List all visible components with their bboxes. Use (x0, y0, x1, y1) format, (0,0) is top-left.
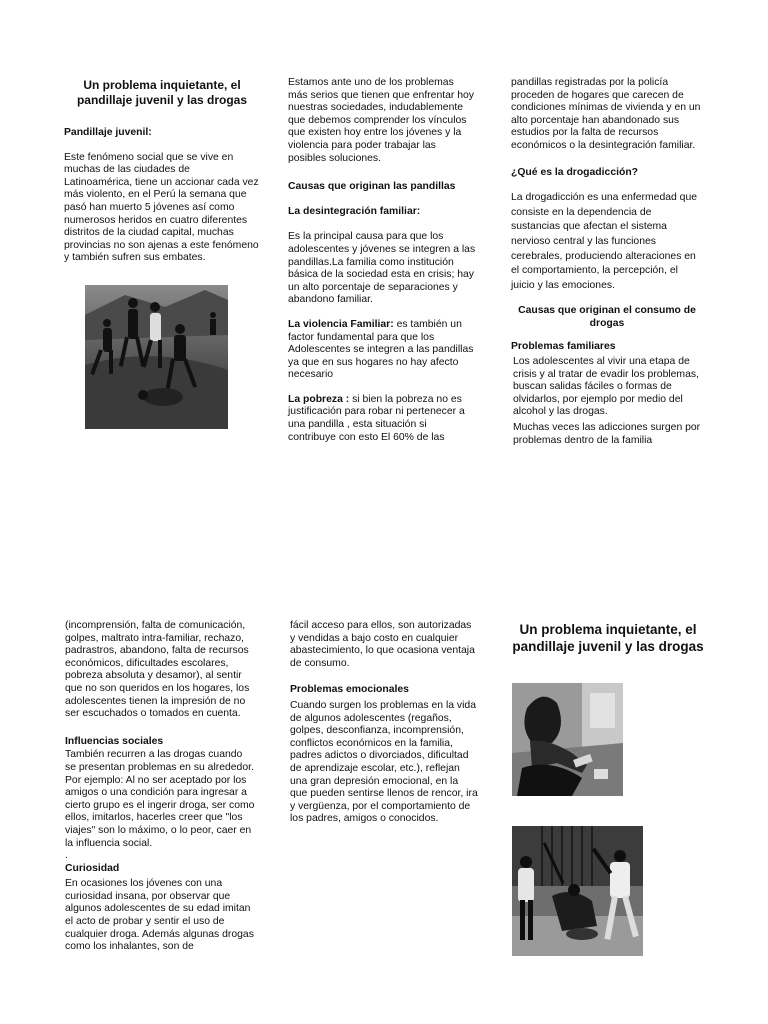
violence-label: La violencia Familiar: (288, 318, 394, 330)
incomprehension-paragraph: (incomprensión, falta de comunicación, golpes, maltrato intra-familiar, rechazo, padrastros, abandono, falta de recursos económicos, dificultades escolares, pobreza absoluta y desamor), al sentir que no son queridos en los hogares, los adolescentes tienen la impresión de no ser escuchados o tomados en cuenta. (65, 620, 250, 720)
panel-4 (65, 620, 255, 954)
panel-1 (64, 78, 260, 265)
panel-3 (511, 77, 703, 447)
consumo-heading: Causas que originan el consumo de drogas (518, 305, 696, 329)
easy-access-paragraph: fácil acceso para ellos, son autorizadas y vendidas a bajo costo en cualquier abastecimiento, lo que ocasiona ventaja de consumo. (290, 620, 475, 669)
emotional-problems-body: Cuando surgen los problemas en la vida de algunos adolescentes (regaños, golpes, desconfianza, incomprensión, conflictos económicos en la familia, padres adictos o divorciados, dificultad de aprendizaje escolar, etc.), reflejan una gran depresión emocional, en la que pueden sentirse llenos de rencor, ira y vergüenza, por el comportamiento de los padres, amigos o conocidos. (290, 699, 478, 825)
violence-paragraph (288, 319, 476, 382)
panel-6 (508, 622, 708, 655)
police-continuation: pandillas registradas por la policía proceden de hogares que carecen de condiciones mínimas de vivienda y en un alto porcentaje han abandonado sus estudios por la falta de recursos económicos o la desintegración familiar. (511, 77, 701, 151)
family-disintegration-heading: La desintegración familiar: (288, 205, 421, 217)
gang-street-fight-photo (85, 285, 228, 429)
cover-title: Un problema inquietante, el pandillaje juvenil y las drogas (512, 622, 704, 654)
social-influence-body: También recurren a las drogas cuando se presentan problemas en su alrededor. Por ejemplo: Al no ser aceptado por los amigos o una condición para ingresar a cierto grupo es el ingerir droga, ser como ellos, imitarlos, hacerles creer que "los viajes" son lo máximo, o lo peor, caer en la influencia social. (65, 749, 255, 849)
family-problems-heading: Problemas familiares (511, 340, 616, 352)
family-problems-body-1: Los adolescentes al vivir una etapa de crisis y al tratar de evadir los problemas, buscan salidas fáciles o formas de olvidarlos, por ejemplo por medio del alcohol y las drogas. (513, 356, 699, 418)
curiosity-body: En ocasiones los jóvenes con una curiosidad insana, por observar que algunos adolescentes de su edad imitan el acto de probar y sentir el uso de cualquier droga. Además algunas drogas como los inhalantes, son de (65, 878, 254, 953)
poverty-label: La pobreza : (288, 393, 350, 405)
curiosity-heading: Curiosidad (65, 862, 120, 874)
poverty-body: si bien la pobreza no es justificación para robar ni pertenecer a una pandilla , esta situación si contribuye con esto El 60% de las (288, 393, 465, 443)
brochure-title: Un problema inquietante, el pandillaje juvenil y las drogas (76, 78, 248, 107)
violence-body: es también un factor fundamental para que los Adolescentes se integren a las pandillas ya que en sus hogares no hay afecto necesario (288, 318, 474, 381)
causes-heading: Causas que originan las pandillas (288, 181, 456, 193)
drug-definition: La drogadicción es una enfermedad que consiste en la dependencia de sustancias que afectan el sistema nervioso central y las funciones cerebrales, produciendo alteraciones en el comportamiento, la percepción, el juicio y las emociones. (511, 192, 698, 291)
pandillaje-heading: Pandillaje juvenil: (64, 127, 152, 138)
gang-attack-photo (512, 826, 643, 956)
family-disintegration-body: Es la principal causa para que los adolescentes y jóvenes se integren a las pandillas.La familia como institución básica de la sociedad esta en crisis; hay un alto porcentaje de separaciones y abandono familiar. (288, 231, 476, 306)
girl-drug-use-photo (512, 683, 623, 796)
emotional-problems-heading: Problemas emocionales (290, 684, 409, 696)
stray-dot: . (65, 850, 68, 862)
panel-2 (288, 77, 476, 444)
intro-paragraph: Estamos ante uno de los problemas más serios que tienen que enfrentar hoy nuestras sociedades, indudablemente que debemos comprender los vínculos que existen hoy entre los jóvenes y la violencia para poder trabajar las posibles soluciones. (288, 77, 474, 164)
pandillaje-body: Este fenómeno social que se vive en muchas de las ciudades de Latinoamérica, tiene un accionar cada vez más violento, en el Perú la semana que pasó han muerto 5 jóvenes así como numerosos heridos en cuatro diferentes distritos de la ciudad capital, muchas provincias no son ajenas a este fenómeno y también sufren sus embates. (64, 151, 259, 264)
poverty-paragraph (288, 394, 476, 444)
panel-5 (290, 620, 478, 826)
social-influence-heading: Influencias sociales (65, 735, 164, 747)
family-problems-body-2: Muchas veces las adicciones surgen por problemas dentro de la familia (513, 422, 701, 446)
drug-question-heading: ¿Qué es la drogadicción? (511, 166, 639, 178)
